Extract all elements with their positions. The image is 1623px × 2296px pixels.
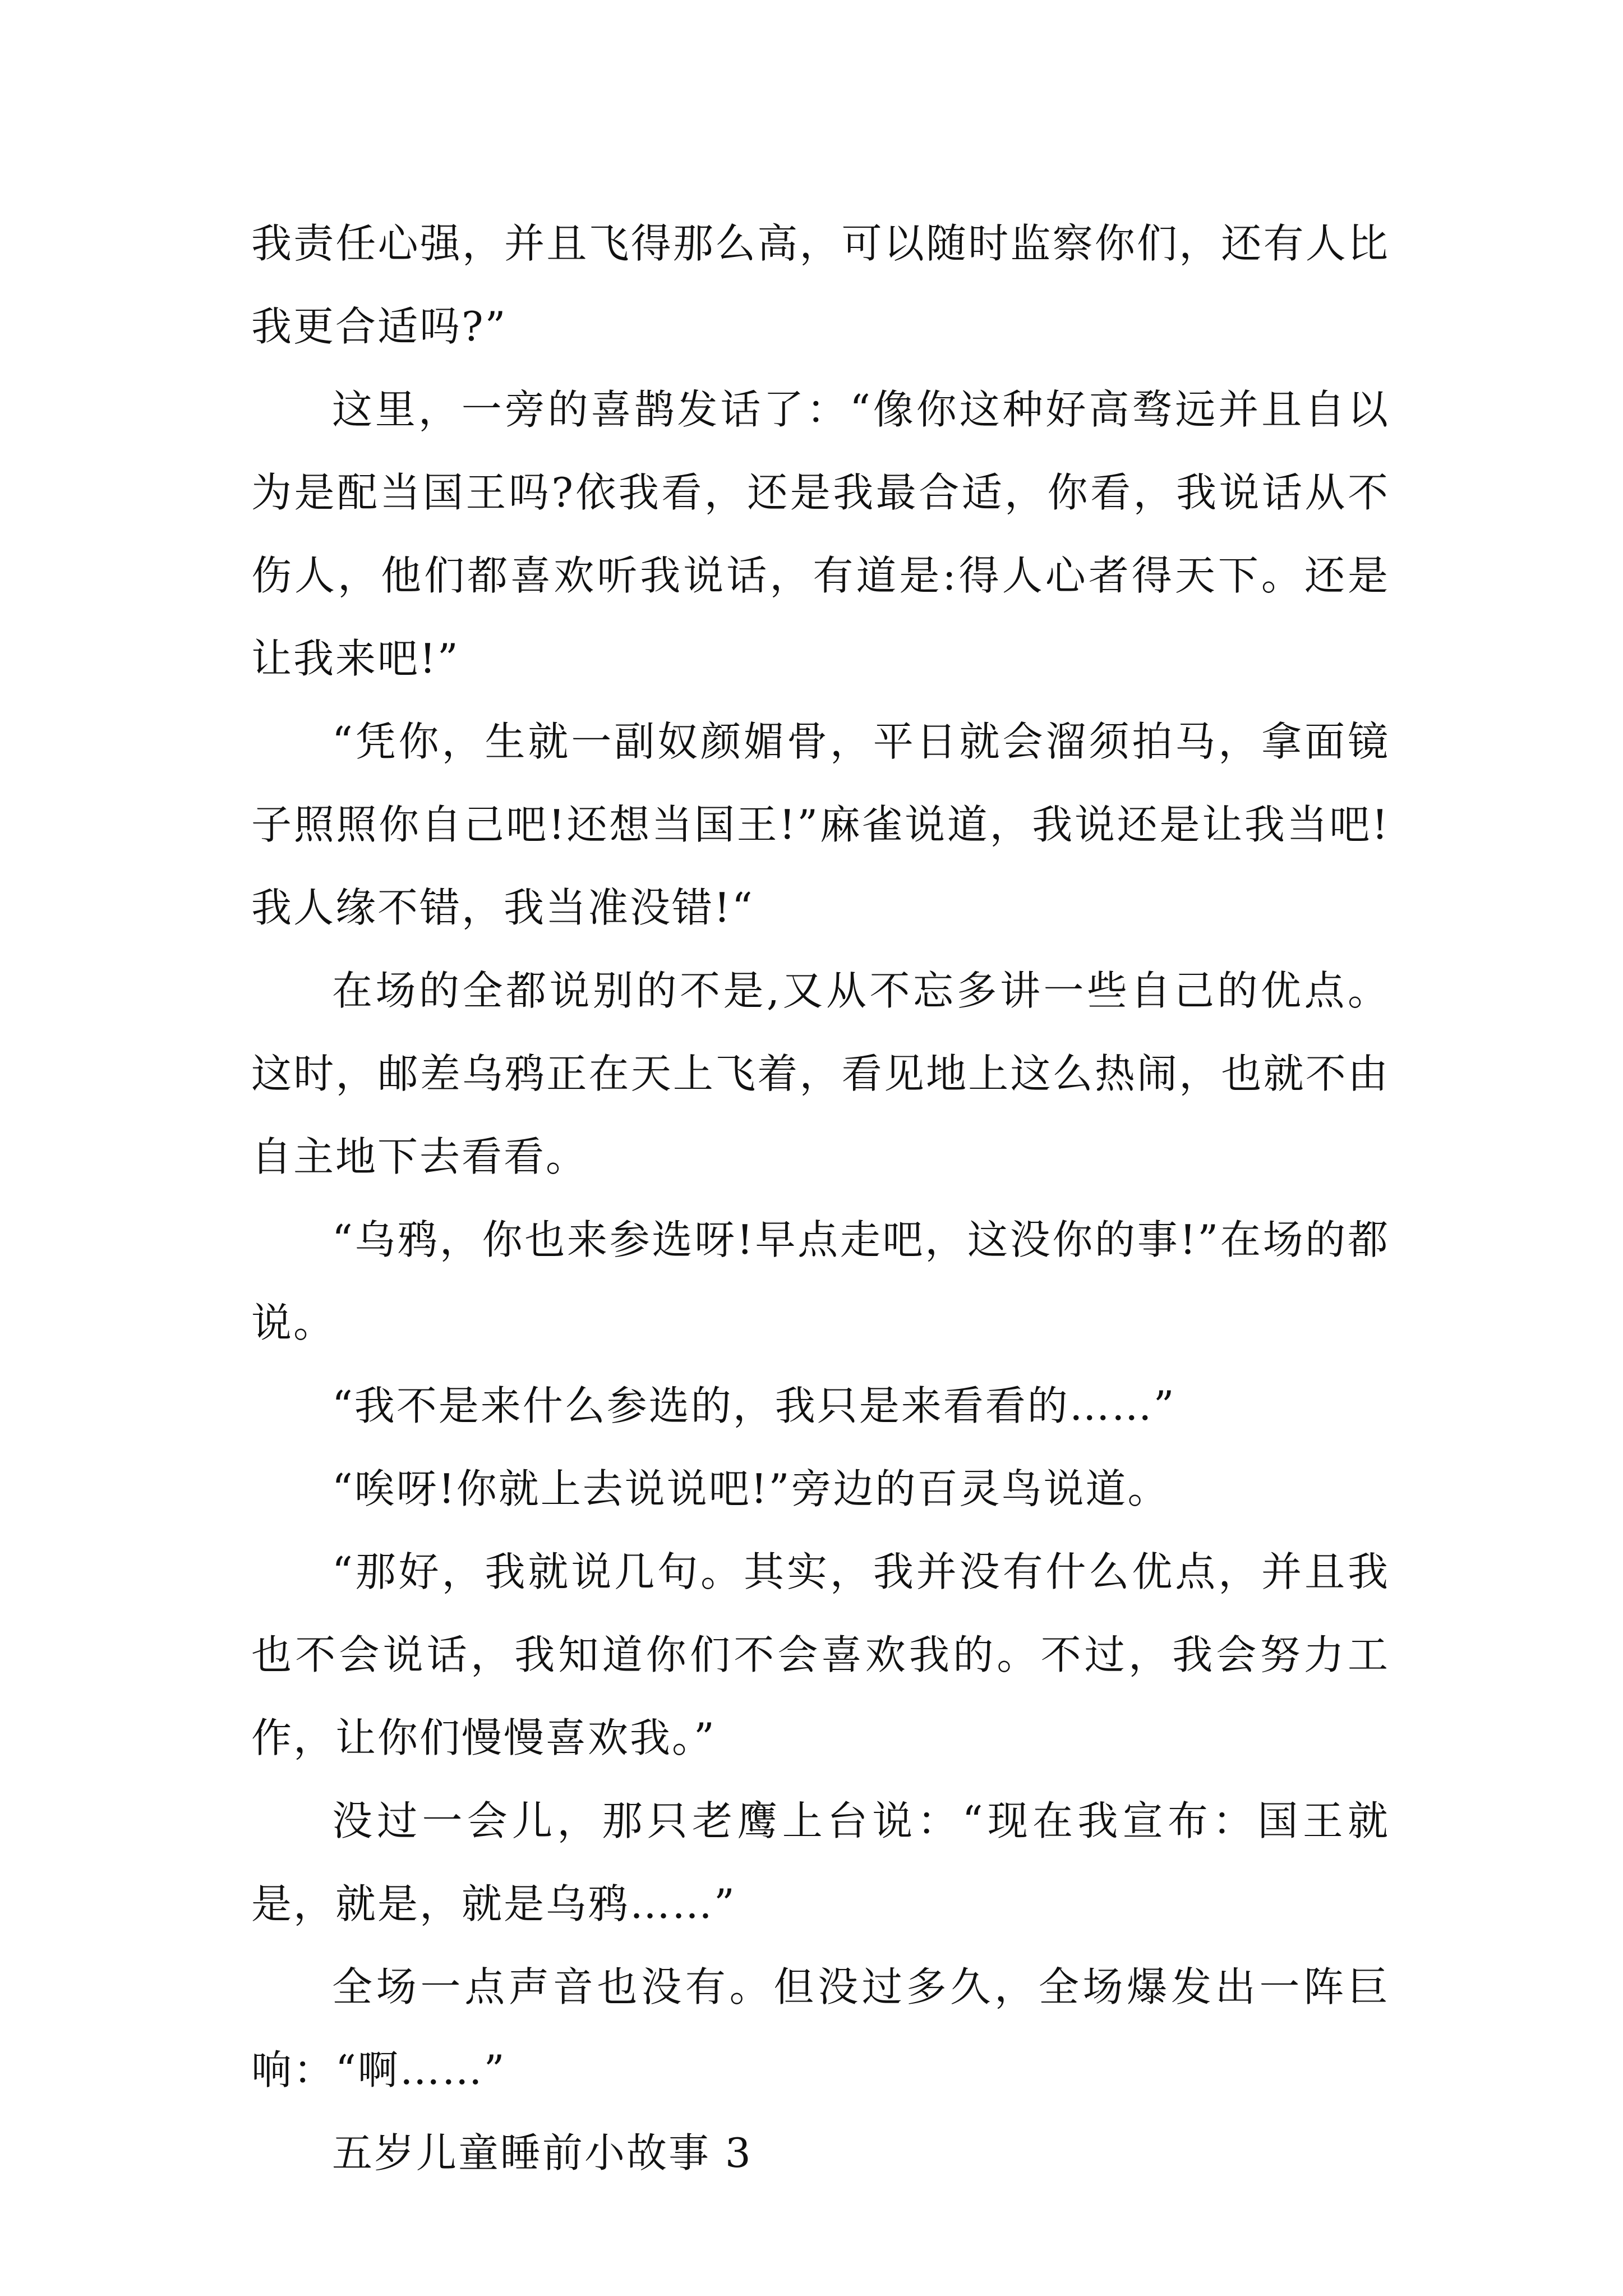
paragraph-3: “凭你，生就一副奴颜媚骨，平日就会溜须拍马，拿面镜子照照你自己吧!还想当国王!”麻雀说道，我说还是让我当吧!我人缘不错，我当准没错!“ (251, 718, 1390, 931)
paragraph-2: 这里，一旁的喜鹊发话了：“像你这种好高骛远并且自以为是配当国王吗?依我看，还是我最合适，你看，我说话从不伤人，他们都喜欢听我说话，有道是:得人心者得天下。还是让我来吧!” (251, 386, 1390, 682)
paragraph-8: “那好，我就说几句。其实，我并没有什么优点，并且我也不会说话，我知道你们不会喜欢我的。不过，我会努力工作，让你们慢慢喜欢我。” (251, 1548, 1390, 1761)
paragraph-10: 全场一点声音也没有。但没过多久，全场爆发出一阵巨响：“啊……” (251, 1963, 1390, 2093)
document-page (251, 202, 1390, 2194)
paragraph-9: 没过一会儿，那只老鹰上台说：“现在我宣布：国王就是，就是，就是乌鸦……” (251, 1797, 1390, 1927)
paragraph-4: 在场的全都说别的不是,又从不忘多讲一些自己的优点。这时，邮差乌鸦正在天上飞着，看见地上这么热闹，也就不由自主地下去看看。 (251, 967, 1390, 1180)
paragraph-5: “乌鸦，你也来参选呀!早点走吧，这没你的事!”在场的都说。 (251, 1216, 1390, 1346)
section-heading: 五岁儿童睡前小故事 3 (332, 2129, 753, 2177)
paragraph-6: “我不是来什么参选的，我只是来看看的……” (332, 1382, 1176, 1429)
paragraph-1: 我责任心强，并且飞得那么高，可以随时监察你们，还有人比我更合适吗?” (251, 220, 1390, 350)
paragraph-7: “唉呀!你就上去说说吧!”旁边的百灵鸟说道。 (332, 1465, 1170, 1512)
